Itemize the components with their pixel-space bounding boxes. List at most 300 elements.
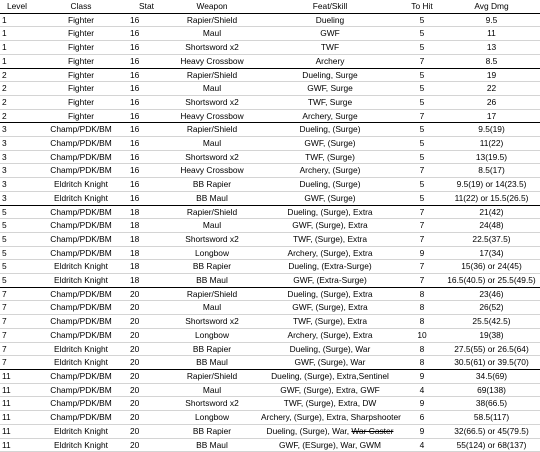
cell-stat: [128, 246, 165, 260]
cell-weapon: [165, 41, 259, 55]
cell-weapon-text: Heavy Crossbow: [180, 165, 244, 176]
cell-stat-text: 20: [130, 425, 140, 436]
cell-feat: [259, 369, 401, 383]
cell-feat: [259, 82, 401, 96]
cell-avg-dmg: [443, 150, 540, 164]
table-row: [0, 68, 540, 82]
table-row: [0, 383, 540, 397]
cell-level: [0, 137, 34, 151]
cell-class-text: Eldritch Knight: [54, 192, 108, 203]
cell-to-hit-text: 8: [419, 357, 425, 368]
cell-avg-dmg-text: 32(66.5) or 45(79.5): [454, 425, 529, 436]
cell-avg-dmg: [443, 438, 540, 452]
cell-to-hit: [401, 82, 443, 96]
cell-class-text: Eldritch Knight: [54, 357, 108, 368]
cell-avg-dmg-text: 55(124) or 68(137): [456, 439, 527, 450]
cell-avg-dmg-text: 21(42): [479, 206, 504, 217]
cell-avg-dmg-text: 9.5(19) or 14(23.5): [456, 179, 527, 190]
cell-level-text: 5: [2, 206, 7, 217]
cell-weapon: [165, 356, 259, 370]
cell-feat-text: Dueling: [315, 14, 345, 25]
cell-level-text: 7: [2, 357, 7, 368]
cell-stat-text: 16: [130, 165, 140, 176]
cell-to-hit: [401, 397, 443, 411]
cell-class: [34, 137, 128, 151]
cell-level-text: 3: [2, 138, 7, 149]
cell-weapon-text: BB Maul: [196, 192, 228, 203]
cell-level-text: 1: [2, 55, 7, 66]
cell-weapon: [165, 137, 259, 151]
cell-level-text: 2: [2, 96, 7, 107]
cell-weapon: [165, 219, 259, 233]
cell-stat: [128, 397, 165, 411]
cell-avg-dmg: [443, 274, 540, 288]
cell-level-text: 3: [2, 179, 7, 190]
cell-class: [34, 342, 128, 356]
table-row: [0, 178, 540, 192]
table-row: [0, 95, 540, 109]
cell-class: [34, 246, 128, 260]
table-row: [0, 82, 540, 96]
cell-class-text: Champ/PDK/BM: [50, 233, 112, 244]
cell-to-hit: [401, 178, 443, 192]
cell-to-hit-text: 7: [419, 220, 425, 231]
cell-avg-dmg-text: 15(36) or 24(45): [461, 261, 522, 272]
cell-avg-dmg: [443, 328, 540, 342]
cell-level: [0, 68, 34, 82]
cell-to-hit-text: 9: [419, 425, 425, 436]
cell-feat-text: Archery, Surge: [302, 110, 358, 121]
cell-weapon: [165, 191, 259, 205]
cell-stat-text: 20: [130, 343, 140, 354]
table-row: [0, 109, 540, 123]
table-row: [0, 342, 540, 356]
header-row: [0, 0, 540, 13]
cell-level-text: 11: [2, 425, 11, 436]
cell-weapon: [165, 54, 259, 68]
cell-class: [34, 232, 128, 246]
cell-avg-dmg: [443, 13, 540, 27]
cell-to-hit: [401, 164, 443, 178]
cell-class-text: Champ/PDK/BM: [50, 384, 112, 395]
cell-avg-dmg: [443, 123, 540, 137]
cell-avg-dmg: [443, 68, 540, 82]
cell-class: [34, 356, 128, 370]
cell-weapon-text: Maul: [202, 138, 222, 149]
cell-to-hit-text: 8: [419, 316, 425, 327]
cell-level: [0, 219, 34, 233]
cell-feat-text: Dueling, (Surge): [299, 124, 361, 135]
cell-stat: [128, 178, 165, 192]
table-row: [0, 191, 540, 205]
cell-feat-text: TWF, (Surge): [305, 151, 355, 162]
cell-class: [34, 411, 128, 425]
cell-level-text: 1: [2, 42, 7, 53]
cell-feat-text: Archery, (Surge), Extra: [287, 247, 373, 258]
cell-avg-dmg: [443, 137, 540, 151]
cell-to-hit-text: 5: [419, 192, 425, 203]
cell-weapon: [165, 315, 259, 329]
cell-feat-text: GWF, (Surge), War: [294, 357, 366, 368]
cell-weapon-text: Shortsword x2: [185, 42, 239, 53]
cell-stat-text: 20: [130, 316, 140, 327]
cell-class-text: Champ/PDK/BM: [50, 247, 112, 258]
cell-weapon-text: Maul: [202, 302, 222, 313]
cell-avg-dmg-text: 26(52): [479, 302, 504, 313]
cell-to-hit: [401, 232, 443, 246]
cell-class: [34, 369, 128, 383]
cell-level-text: 1: [2, 28, 7, 39]
table-row: [0, 411, 540, 425]
cell-level: [0, 82, 34, 96]
cell-stat-text: 18: [130, 247, 140, 258]
cell-to-hit: [401, 369, 443, 383]
cell-class-text: Champ/PDK/BM: [50, 316, 112, 327]
cell-stat-text: 16: [130, 69, 140, 80]
cell-weapon: [165, 95, 259, 109]
cell-to-hit-text: 9: [419, 398, 425, 409]
cell-stat-text: 16: [130, 42, 140, 53]
col-weapon-header: Weapon: [165, 0, 259, 13]
cell-feat: [259, 27, 401, 41]
cell-to-hit: [401, 68, 443, 82]
cell-level-text: 5: [2, 233, 7, 244]
cell-stat: [128, 260, 165, 274]
cell-stat-text: 18: [130, 206, 140, 217]
cell-level: [0, 328, 34, 342]
cell-class: [34, 328, 128, 342]
table-row: [0, 150, 540, 164]
cell-feat: [259, 178, 401, 192]
cell-avg-dmg-text: 27.5(55) or 26.5(64): [454, 343, 529, 354]
cell-avg-dmg-text: 17: [486, 110, 497, 121]
cell-stat: [128, 68, 165, 82]
cell-stat: [128, 164, 165, 178]
cell-class-text: Fighter: [67, 96, 95, 107]
cell-avg-dmg-text: 11(22): [479, 138, 504, 149]
cell-to-hit: [401, 95, 443, 109]
cell-feat-text: TWF, (Surge), Extra: [293, 316, 367, 327]
cell-weapon-text: BB Rapier: [192, 343, 232, 354]
cell-class: [34, 150, 128, 164]
cell-avg-dmg: [443, 383, 540, 397]
cell-level: [0, 342, 34, 356]
cell-level: [0, 356, 34, 370]
cell-level: [0, 232, 34, 246]
cell-to-hit-text: 8: [419, 288, 425, 299]
cell-class-text: Champ/PDK/BM: [50, 370, 112, 381]
cell-stat: [128, 411, 165, 425]
cell-level: [0, 13, 34, 27]
cell-stat-text: 16: [130, 83, 140, 94]
cell-class: [34, 301, 128, 315]
cell-weapon: [165, 13, 259, 27]
col-avgdmg-header: Avg Dmg: [443, 0, 540, 13]
cell-feat: [259, 397, 401, 411]
cell-feat-text: TWF, (Surge), Extra, DW: [283, 398, 377, 409]
cell-stat: [128, 274, 165, 288]
cell-class-text: Champ/PDK/BM: [50, 329, 112, 340]
strikethrough-text: War Caster: [351, 425, 394, 436]
cell-weapon: [165, 27, 259, 41]
cell-to-hit: [401, 191, 443, 205]
cell-to-hit: [401, 356, 443, 370]
table-row: [0, 137, 540, 151]
cell-level: [0, 178, 34, 192]
cell-stat-text: 20: [130, 384, 140, 395]
cell-to-hit: [401, 137, 443, 151]
cell-weapon-text: Longbow: [195, 247, 229, 258]
cell-class: [34, 41, 128, 55]
cell-stat: [128, 356, 165, 370]
cell-stat: [128, 191, 165, 205]
table-row: [0, 301, 540, 315]
cell-class-text: Champ/PDK/BM: [50, 302, 112, 313]
cell-level: [0, 205, 34, 219]
cell-level: [0, 246, 34, 260]
cell-weapon-text: Rapier/Shield: [186, 370, 238, 381]
cell-to-hit: [401, 123, 443, 137]
cell-class: [34, 219, 128, 233]
cell-stat: [128, 41, 165, 55]
cell-weapon-text: Shortsword x2: [185, 96, 239, 107]
cell-level-text: 3: [2, 151, 7, 162]
cell-stat: [128, 150, 165, 164]
cell-feat: [259, 411, 401, 425]
cell-level: [0, 397, 34, 411]
cell-avg-dmg-text: 69(138): [477, 384, 506, 395]
cell-feat: [259, 315, 401, 329]
cell-class: [34, 424, 128, 438]
cell-to-hit-text: 8: [419, 302, 425, 313]
cell-to-hit-text: 5: [419, 83, 425, 94]
table-row: [0, 27, 540, 41]
cell-level: [0, 411, 34, 425]
cell-stat: [128, 287, 165, 301]
cell-class: [34, 123, 128, 137]
cell-class-text: Fighter: [67, 83, 95, 94]
cell-level-text: 7: [2, 302, 7, 313]
cell-avg-dmg-text: 34.5(69): [475, 370, 508, 381]
cell-class: [34, 95, 128, 109]
cell-weapon-text: Heavy Crossbow: [180, 110, 244, 121]
cell-avg-dmg: [443, 109, 540, 123]
cell-feat: [259, 328, 401, 342]
cell-stat: [128, 383, 165, 397]
cell-avg-dmg-text: 11: [487, 28, 496, 39]
col-stat-header: Stat: [128, 0, 165, 13]
cell-stat: [128, 109, 165, 123]
cell-feat: [259, 219, 401, 233]
col-tohit-header: To Hit: [401, 0, 443, 13]
cell-stat: [128, 123, 165, 137]
cell-class: [34, 274, 128, 288]
cell-avg-dmg: [443, 424, 540, 438]
cell-weapon: [165, 274, 259, 288]
cell-level-text: 7: [2, 329, 7, 340]
cell-level-text: 5: [2, 261, 7, 272]
cell-weapon-text: Shortsword x2: [185, 151, 239, 162]
cell-stat-text: 20: [130, 439, 140, 450]
cell-level-text: 5: [2, 275, 7, 286]
col-feat-header: Feat/Skill: [259, 0, 401, 13]
cell-to-hit-text: 7: [419, 261, 425, 272]
cell-class-text: Fighter: [67, 110, 95, 121]
cell-weapon-text: BB Maul: [196, 275, 228, 286]
cell-weapon-text: BB Rapier: [192, 179, 232, 190]
cell-feat: [259, 68, 401, 82]
cell-class: [34, 68, 128, 82]
cell-weapon-text: Maul: [202, 220, 222, 231]
cell-avg-dmg: [443, 356, 540, 370]
cell-level-text: 11: [2, 412, 11, 423]
cell-stat: [128, 54, 165, 68]
cell-to-hit: [401, 219, 443, 233]
cell-feat: [259, 356, 401, 370]
cell-to-hit-text: 10: [417, 329, 427, 340]
cell-level: [0, 150, 34, 164]
cell-feat-text: Archery: [315, 55, 345, 66]
cell-avg-dmg-text: 23(46): [479, 288, 504, 299]
cell-weapon: [165, 424, 259, 438]
cell-avg-dmg: [443, 27, 540, 41]
cell-class-text: Champ/PDK/BM: [50, 412, 112, 423]
cell-to-hit: [401, 301, 443, 315]
cell-avg-dmg: [443, 287, 540, 301]
table-row: [0, 41, 540, 55]
cell-class: [34, 315, 128, 329]
cell-avg-dmg-text: 11(22) or 15.5(26.5): [454, 192, 529, 203]
cell-stat-text: 16: [130, 179, 140, 190]
cell-weapon-text: Rapier/Shield: [186, 206, 238, 217]
cell-feat: [259, 95, 401, 109]
cell-level-text: 5: [2, 220, 7, 231]
cell-stat-text: 16: [130, 14, 140, 25]
cell-feat: [259, 150, 401, 164]
cell-level-text: 3: [2, 192, 7, 203]
cell-to-hit-text: 5: [419, 96, 425, 107]
cell-class: [34, 164, 128, 178]
cell-class-text: Eldritch Knight: [54, 261, 108, 272]
cell-level-text: 7: [2, 288, 7, 299]
table-row: [0, 438, 540, 452]
cell-level: [0, 41, 34, 55]
cell-class-text: Champ/PDK/BM: [50, 220, 112, 231]
cell-level: [0, 27, 34, 41]
cell-weapon-text: Rapier/Shield: [186, 69, 238, 80]
cell-class-text: Eldritch Knight: [54, 275, 108, 286]
cell-to-hit: [401, 315, 443, 329]
cell-to-hit-text: 8: [419, 343, 425, 354]
cell-weapon-text: Maul: [202, 384, 222, 395]
cell-weapon: [165, 438, 259, 452]
cell-level: [0, 54, 34, 68]
cell-class-text: Champ/PDK/BM: [50, 138, 112, 149]
cell-to-hit: [401, 54, 443, 68]
cell-feat-text: GWF, (Surge), Extra, GWF: [280, 384, 380, 395]
cell-feat: [259, 164, 401, 178]
cell-level: [0, 287, 34, 301]
cell-avg-dmg-text: 13(19.5): [475, 151, 508, 162]
cell-class: [34, 191, 128, 205]
cell-avg-dmg: [443, 369, 540, 383]
cell-to-hit-text: 4: [419, 384, 425, 395]
cell-feat: [259, 109, 401, 123]
cell-stat-text: 16: [130, 124, 140, 135]
col-level-header: Level: [0, 0, 34, 13]
cell-weapon-text: Heavy Crossbow: [180, 55, 244, 66]
cell-to-hit: [401, 411, 443, 425]
cell-stat-text: 16: [130, 138, 140, 149]
cell-class-text: Champ/PDK/BM: [50, 206, 112, 217]
cell-to-hit: [401, 328, 443, 342]
cell-class: [34, 54, 128, 68]
cell-to-hit-text: 7: [419, 206, 425, 217]
cell-to-hit: [401, 41, 443, 55]
cell-stat: [128, 301, 165, 315]
cell-stat: [128, 315, 165, 329]
cell-level: [0, 301, 34, 315]
cell-class: [34, 397, 128, 411]
cell-level: [0, 164, 34, 178]
cell-stat: [128, 205, 165, 219]
cell-level: [0, 260, 34, 274]
cell-avg-dmg: [443, 219, 540, 233]
cell-level-text: 3: [2, 165, 7, 176]
cell-stat: [128, 13, 165, 27]
cell-feat-text: GWF: [320, 28, 340, 39]
cell-stat: [128, 232, 165, 246]
cell-feat-text: Dueling, (Surge): [299, 179, 361, 190]
table-row: [0, 424, 540, 438]
cell-avg-dmg-text: 38(66.5): [475, 398, 508, 409]
cell-weapon-text: BB Rapier: [192, 425, 232, 436]
cell-class: [34, 13, 128, 27]
cell-level: [0, 191, 34, 205]
cell-class: [34, 383, 128, 397]
cell-to-hit-text: 5: [419, 179, 425, 190]
cell-weapon: [165, 383, 259, 397]
cell-weapon: [165, 328, 259, 342]
table-row: [0, 219, 540, 233]
cell-level-text: 11: [2, 439, 11, 450]
cell-weapon-text: Maul: [202, 83, 222, 94]
cell-feat-text: GWF, (Extra-Surge): [293, 275, 367, 286]
cell-level-text: 2: [2, 69, 7, 80]
cell-weapon-text: Longbow: [195, 329, 229, 340]
table-row: [0, 13, 540, 27]
cell-feat: [259, 383, 401, 397]
cell-stat: [128, 424, 165, 438]
table-row: [0, 315, 540, 329]
cell-class-text: Eldritch Knight: [54, 425, 108, 436]
cell-feat-text: Archery, (Surge), Extra: [287, 329, 373, 340]
cell-to-hit-text: 5: [419, 151, 425, 162]
cell-avg-dmg-text: 22.5(37.5): [472, 233, 511, 244]
cell-weapon: [165, 369, 259, 383]
cell-weapon: [165, 82, 259, 96]
table-row: [0, 260, 540, 274]
cell-feat: [259, 246, 401, 260]
cell-avg-dmg: [443, 315, 540, 329]
table-row: [0, 246, 540, 260]
cell-class: [34, 178, 128, 192]
cell-feat-text: Archery, (Surge), Extra, Sharpshooter: [261, 412, 401, 423]
cell-feat-text: GWF, (Surge), Extra: [292, 302, 368, 313]
table-row: [0, 164, 540, 178]
cell-feat: [259, 54, 401, 68]
cell-feat-text: TWF, Surge: [307, 96, 353, 107]
